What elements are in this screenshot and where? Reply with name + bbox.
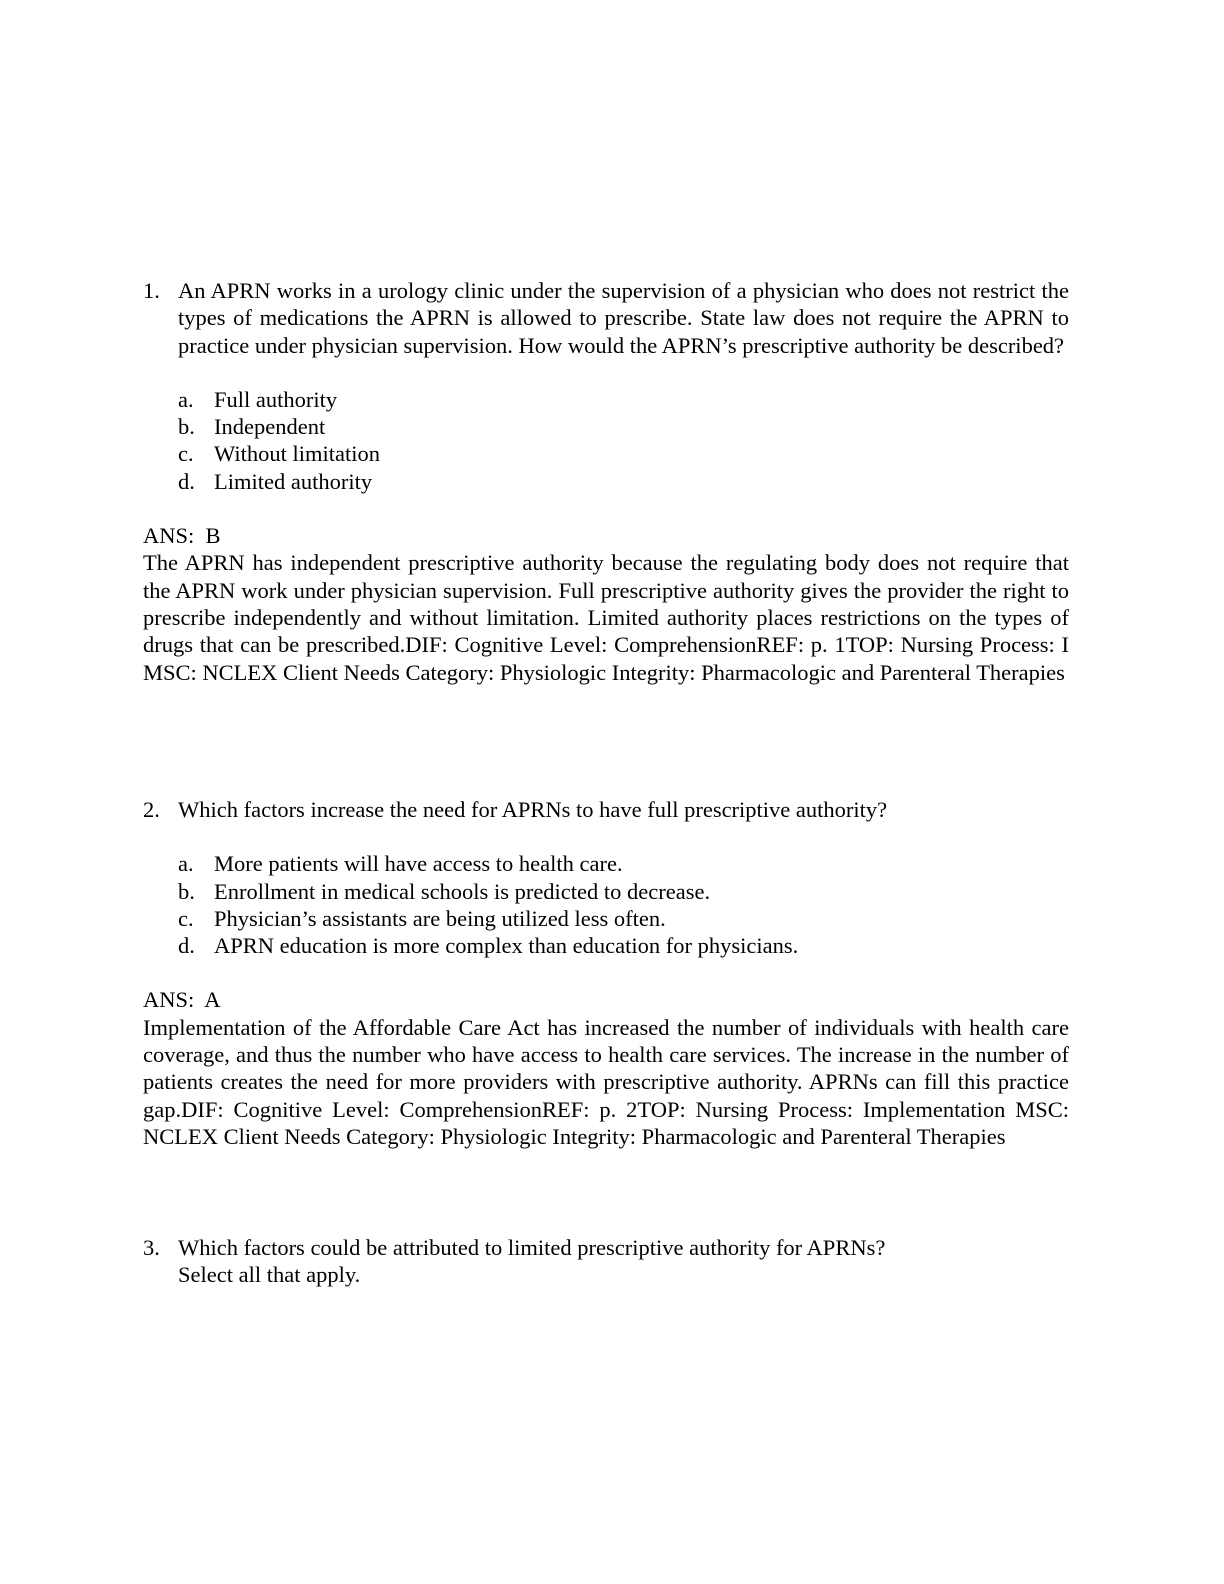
option-text: Independent: [214, 414, 326, 440]
rationale-text: The APRN has independent prescriptive authority because the regulating body does not require that the APRN work under physician supervision. Full prescriptive authority gives the provider the right to prescribe independently and without limitation. Limited authority places restrictions on the types of drugs that can be prescribed.DIF: Cognitive Level: ComprehensionREF: p. 1TOP: Nursing Process: I MSC: NCLEX Client Needs Category: Physiologic Integrity: Pharmacologic and Parenteral Therapies: [143, 550, 1069, 685]
option-text: Limited authority: [214, 468, 373, 494]
answer-block: [143, 522, 1069, 686]
question-2: [143, 796, 1069, 1150]
question-3: [143, 1234, 1069, 1289]
answer-options: [143, 386, 1069, 495]
option-letter: b.: [178, 878, 195, 904]
question-3-stem: [143, 1234, 1069, 1289]
option-letter: a.: [178, 851, 194, 877]
question-number: 2.: [143, 797, 160, 822]
question-number: 1.: [143, 278, 160, 303]
option-letter: c.: [178, 905, 194, 931]
option-letter: d.: [178, 933, 195, 959]
question-number: 3.: [143, 1235, 160, 1260]
option-d: [178, 932, 1069, 959]
answer-options: [143, 850, 1069, 959]
question-1: [143, 277, 1069, 686]
option-text: Physician’s assistants are being utilized less often.: [214, 905, 666, 931]
question-text-main: Which factors could be attributed to limited prescriptive authority for APRNs?: [178, 1235, 886, 1260]
option-letter: c.: [178, 441, 194, 467]
answer-key: ANS: A: [143, 987, 221, 1013]
question-instruction: Select all that apply.: [178, 1262, 361, 1288]
option-text: APRN education is more complex than education for physicians.: [214, 933, 799, 959]
question-text: An APRN works in a urology clinic under the supervision of a physician who does not restrict the types of medications the APRN is allowed to prescribe. State law does not require the APRN to practice under physician supervision. How would the APRN’s prescriptive authority be described?: [178, 278, 1069, 358]
option-text: Without limitation: [214, 441, 380, 467]
option-letter: a.: [178, 386, 194, 412]
option-a: [178, 386, 1069, 413]
option-a: [178, 850, 1069, 877]
option-c: [178, 440, 1069, 467]
answer-key: ANS: B: [143, 523, 221, 549]
question-text: Which factors increase the need for APRNs to have full prescriptive authority?: [178, 797, 888, 822]
option-text: Full authority: [214, 386, 338, 412]
option-text: More patients will have access to health care.: [214, 851, 623, 877]
answer-block: [143, 986, 1069, 1150]
option-d: [178, 468, 1069, 495]
question-text: [178, 1234, 1069, 1289]
question-2-stem: [143, 796, 1069, 823]
option-c: [178, 905, 1069, 932]
option-letter: d.: [178, 468, 195, 494]
rationale-text: Implementation of the Affordable Care Act has increased the number of individuals with health care coverage, and thus the number who have access to health care services. The increase in the number of patients creates the need for more providers with prescriptive authority. APRNs can fill this practice gap.DIF: Cognitive Level: ComprehensionREF: p. 2TOP: Nursing Process: Implementation MSC: NCLEX Client Needs Category: Physiologic Integrity: Pharmacologic and Parenteral Therapies: [143, 1014, 1069, 1149]
option-b: [178, 878, 1069, 905]
option-b: [178, 413, 1069, 440]
option-letter: b.: [178, 414, 195, 440]
option-text: Enrollment in medical schools is predicted to decrease.: [214, 878, 711, 904]
question-1-stem: [143, 277, 1069, 359]
